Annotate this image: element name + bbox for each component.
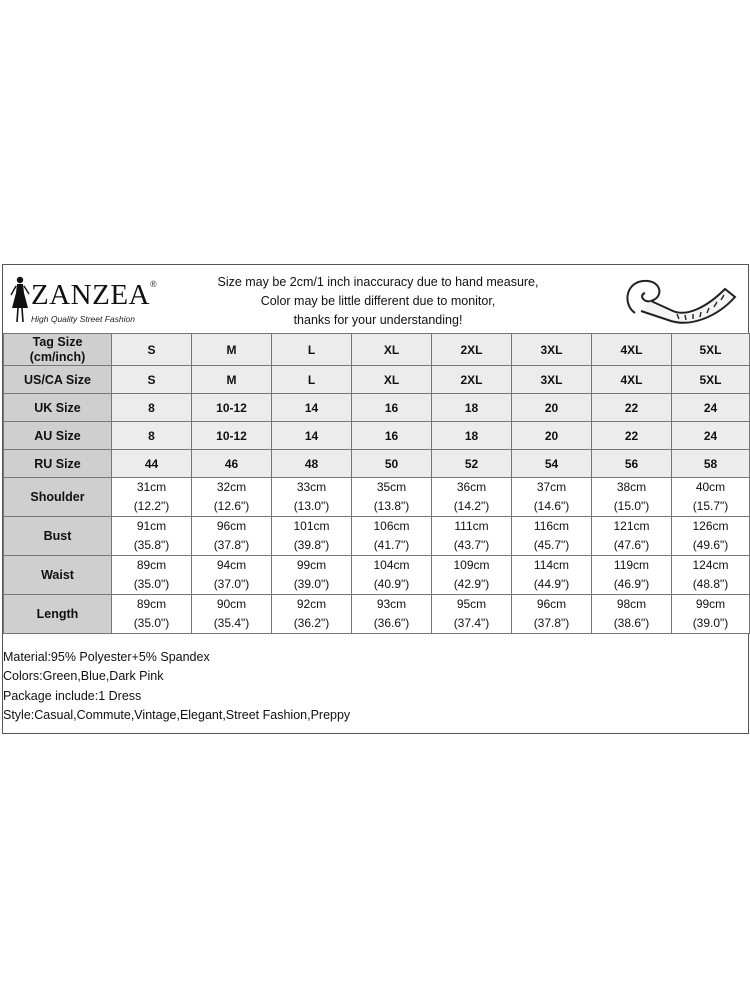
measure-cell: 119cm (46.9") <box>592 556 672 595</box>
measuring-tape-icon <box>621 271 741 329</box>
measure-cell: 121cm (47.6") <box>592 517 672 556</box>
size-cell: S <box>112 334 192 366</box>
table-cell: 56 <box>592 450 672 478</box>
table-cell: 8 <box>112 422 192 450</box>
measurement-notes <box>173 273 583 330</box>
measure-cell: 33cm (13.0") <box>272 478 352 517</box>
material-text: Material:95% Polyester+5% Spandex <box>3 650 210 664</box>
brand-tagline: High Quality Street Fashion <box>31 314 135 324</box>
size-cell: M <box>192 334 272 366</box>
brand-name: ZANZEA® <box>31 279 158 311</box>
table-cell: 10-12 <box>192 394 272 422</box>
measure-cell: 96cm (37.8") <box>192 517 272 556</box>
measure-cell: 92cm (36.2") <box>272 595 352 634</box>
measure-cell: 106cm (41.7") <box>352 517 432 556</box>
row-label: Length <box>4 595 112 634</box>
measure-cell: 89cm (35.0") <box>112 556 192 595</box>
size-cell: 2XL <box>432 334 512 366</box>
table-cell: 16 <box>352 394 432 422</box>
product-info <box>3 648 350 725</box>
measure-cell: 101cm (39.8") <box>272 517 352 556</box>
measure-cell: 31cm (12.2") <box>112 478 192 517</box>
measure-cell: 91cm (35.8") <box>112 517 192 556</box>
measure-cell: 104cm (40.9") <box>352 556 432 595</box>
style-text: Style:Casual,Commute,Vintage,Elegant,Street Fashion,Preppy <box>3 707 351 722</box>
table-cell: 22 <box>592 422 672 450</box>
measure-cell: 99cm (39.0") <box>272 556 352 595</box>
size-cell: 3XL <box>512 334 592 366</box>
table-cell: 4XL <box>592 366 672 394</box>
measure-cell: 111cm (43.7") <box>432 517 512 556</box>
size-table <box>3 333 750 634</box>
table-cell: 14 <box>272 394 352 422</box>
table-cell: 48 <box>272 450 352 478</box>
measure-cell: 32cm (12.6") <box>192 478 272 517</box>
size-cell: 4XL <box>592 334 672 366</box>
table-cell: 52 <box>432 450 512 478</box>
table-cell: 44 <box>112 450 192 478</box>
row-label: UK Size <box>4 394 112 422</box>
note-line: Size may be 2cm/1 inch inaccuracy due to hand measure, <box>217 275 539 289</box>
measure-cell: 114cm (44.9") <box>512 556 592 595</box>
row-label: RU Size <box>4 450 112 478</box>
table-cell: 50 <box>352 450 432 478</box>
row-label: Waist <box>4 556 112 595</box>
table-cell: 14 <box>272 422 352 450</box>
row-label: Bust <box>4 517 112 556</box>
table-cell: 20 <box>512 422 592 450</box>
measure-cell: 126cm (49.6") <box>672 517 750 556</box>
table-cell: 2XL <box>432 366 512 394</box>
row-label: AU Size <box>4 422 112 450</box>
table-cell: 24 <box>672 422 750 450</box>
measure-cell: 90cm (35.4") <box>192 595 272 634</box>
shoulder-row <box>4 478 750 517</box>
ru-size-row <box>4 450 750 478</box>
chart-header <box>3 265 748 333</box>
measure-cell: 96cm (37.8") <box>512 595 592 634</box>
table-cell: 20 <box>512 394 592 422</box>
measure-cell: 40cm (15.7") <box>672 478 750 517</box>
note-line: Color may be little different due to monitor, <box>260 294 496 308</box>
waist-row <box>4 556 750 595</box>
table-cell: 18 <box>432 394 512 422</box>
table-cell: 58 <box>672 450 750 478</box>
measure-cell: 94cm (37.0") <box>192 556 272 595</box>
table-cell: 8 <box>112 394 192 422</box>
size-cell: L <box>272 334 352 366</box>
size-cell: XL <box>352 334 432 366</box>
measure-cell: 89cm (35.0") <box>112 595 192 634</box>
bust-row <box>4 517 750 556</box>
length-row <box>4 595 750 634</box>
table-cell: 24 <box>672 394 750 422</box>
table-cell: M <box>192 366 272 394</box>
uk-size-row <box>4 394 750 422</box>
colors-text: Colors:Green,Blue,Dark Pink <box>3 669 164 684</box>
measure-cell: 116cm (45.7") <box>512 517 592 556</box>
note-line: thanks for your understanding! <box>293 313 463 327</box>
table-cell: S <box>112 366 192 394</box>
measure-cell: 35cm (13.8") <box>352 478 432 517</box>
brand-logo <box>9 269 159 327</box>
table-cell: 10-12 <box>192 422 272 450</box>
measure-cell: 124cm (48.8") <box>672 556 750 595</box>
row-label: Tag Size (cm/inch) <box>4 334 112 366</box>
row-label: Shoulder <box>4 478 112 517</box>
tag-size-row <box>4 334 750 366</box>
measure-cell: 37cm (14.6") <box>512 478 592 517</box>
table-cell: L <box>272 366 352 394</box>
table-cell: 54 <box>512 450 592 478</box>
measure-cell: 109cm (42.9") <box>432 556 512 595</box>
measure-cell: 95cm (37.4") <box>432 595 512 634</box>
measure-cell: 93cm (36.6") <box>352 595 432 634</box>
table-cell: XL <box>352 366 432 394</box>
us-ca-size-row <box>4 366 750 394</box>
size-chart <box>2 264 749 734</box>
measure-cell: 36cm (14.2") <box>432 478 512 517</box>
au-size-row <box>4 422 750 450</box>
table-cell: 22 <box>592 394 672 422</box>
table-cell: 3XL <box>512 366 592 394</box>
table-cell: 16 <box>352 422 432 450</box>
measure-cell: 98cm (38.6") <box>592 595 672 634</box>
measure-cell: 99cm (39.0") <box>672 595 750 634</box>
table-cell: 18 <box>432 422 512 450</box>
measure-cell: 38cm (15.0") <box>592 478 672 517</box>
woman-silhouette-icon <box>9 275 31 325</box>
table-cell: 5XL <box>672 366 750 394</box>
package-text: Package include:1 Dress <box>3 688 142 703</box>
table-cell: 46 <box>192 450 272 478</box>
size-cell: 5XL <box>672 334 750 366</box>
row-label: US/CA Size <box>4 366 112 394</box>
